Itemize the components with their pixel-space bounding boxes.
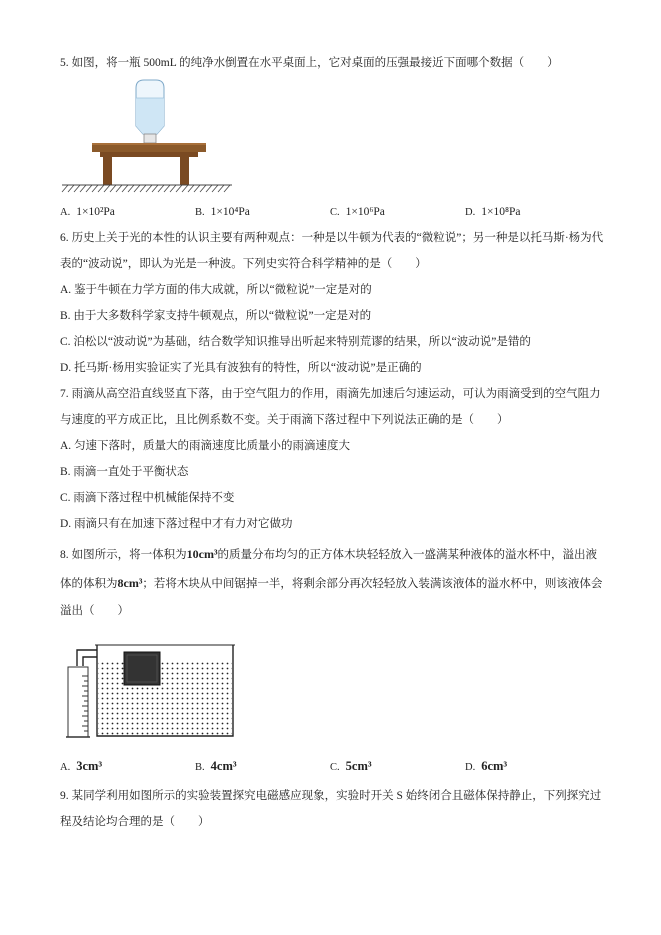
overflow-cup-figure <box>60 626 240 753</box>
option-a: A. 匀速下落时，质量大的雨滴速度比质量小的雨滴速度大 <box>60 440 351 452</box>
question-8-stem <box>60 541 608 626</box>
question-5 <box>60 50 608 225</box>
question-text: 历史上关于光的本性的认识主要有两种观点：一种是以牛顿为代表的“微粒说”；另一种是以托马斯·杨为代表的“波动说”，即认为光是一种波。下列史实符合科学精神的是（ ） <box>60 232 604 270</box>
question-8 <box>60 541 608 779</box>
option-c: C. 5cm³ <box>330 758 372 773</box>
option-c: C. 雨滴下落过程中机械能保持不变 <box>60 492 235 504</box>
option-b: B. 1×10⁴Pa <box>195 206 250 218</box>
question-number: 8. <box>60 549 69 561</box>
hatched-ground <box>62 185 232 192</box>
question-number: 7. <box>60 388 69 400</box>
option-a: A. 3cm³ <box>60 758 103 773</box>
option-d: D. 托马斯·杨用实验证实了光具有波独有的特性，所以“波动说”是正确的 <box>60 362 422 374</box>
volume-formula: 8cm³ <box>117 575 143 590</box>
question-number: 6. <box>60 232 69 244</box>
question-9-stem <box>60 783 608 835</box>
option-a: A. 1×10²Pa <box>60 206 115 218</box>
option-d: D. 雨滴只有在加速下落过程中才有力对它做功 <box>60 518 293 530</box>
graduated-cylinder <box>66 667 90 737</box>
option-c: C. 1×10⁶Pa <box>330 206 385 218</box>
question-7-stem <box>60 381 608 433</box>
question-8-options <box>60 753 608 779</box>
question-5-options <box>60 199 608 225</box>
option-a: A. 鉴于牛顿在力学方面的伟大成就，所以“微粒说”一定是对的 <box>60 284 372 296</box>
question-5-stem <box>60 50 608 76</box>
question-9 <box>60 783 608 835</box>
question-text: 如图，将一瓶 500mL 的纯净水倒置在水平桌面上，它对桌面的压强最接近下面哪个数据（ ） <box>71 57 559 69</box>
question-text: 如图所示，将一体积为 <box>71 549 187 561</box>
wooden-block <box>124 652 160 685</box>
option-b: B. 雨滴一直处于平衡状态 <box>60 466 189 478</box>
question-text: 的质量分布均匀的正方体木块轻轻放入一盛满某种液体的溢水杯中，溢出液体的体积为 <box>60 549 598 590</box>
question-7 <box>60 381 608 537</box>
volume-formula: 10cm³ <box>186 547 218 561</box>
question-text: 某同学利用如图所示的实验装置探究电磁感应现象，实验时开关 S 始终闭合且磁体保持静止，下列探究过程及结论均合理的是（ ） <box>60 789 602 828</box>
question-number: 9. <box>60 789 69 802</box>
option-d: D. 6cm³ <box>465 758 508 773</box>
option-b: B. 由于大多数科学家支持牛顿观点，所以“微粒说”一定是对的 <box>60 310 372 322</box>
table <box>92 143 206 185</box>
liquid <box>98 660 232 735</box>
option-d: D. 1×10⁸Pa <box>465 206 521 218</box>
question-6 <box>60 225 608 381</box>
option-c: C. 泊松以“波动说”为基础，结合数学知识推导出听起来特别荒谬的结果，所以“波动说”是错的 <box>60 336 531 348</box>
question-number: 5. <box>60 57 69 69</box>
question-6-stem <box>60 225 608 277</box>
option-b: B. 4cm³ <box>195 758 237 773</box>
question-text: 雨滴从高空沿直线竖直下落，由于空气阻力的作用，雨滴先加速后匀速运动，可认为雨滴受到的空气阻力与速度的平方成正比，且比例系数不变。关于雨滴下落过程中下列说法正确的是（ ） <box>60 388 601 426</box>
question-text: ；若将木块从中间锯掉一半，将剩余部分再次轻轻放入装满该液体的溢水杯中，则该液体会溢出（ ） <box>60 577 603 617</box>
bottle-on-table-figure <box>60 76 240 199</box>
inverted-water-bottle <box>136 80 164 143</box>
